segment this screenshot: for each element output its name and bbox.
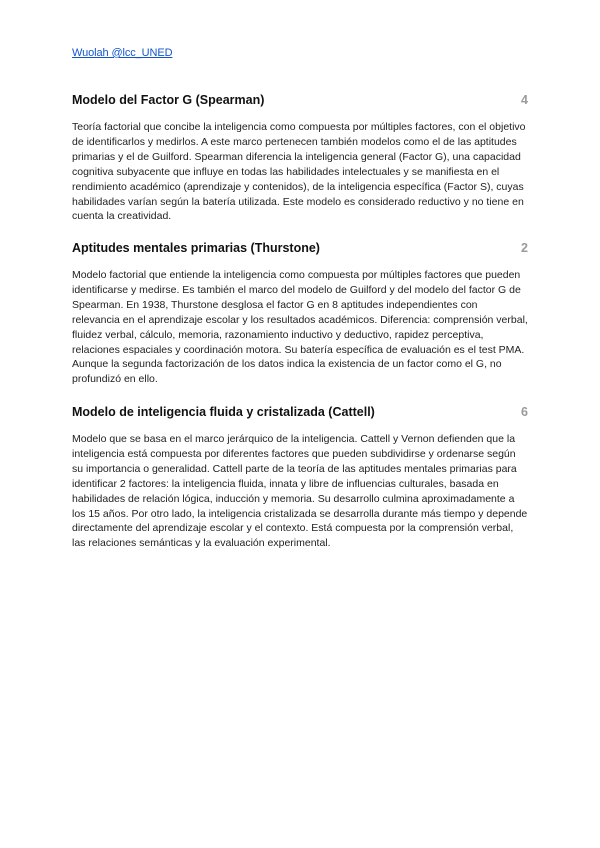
section-title: Aptitudes mentales primarias (Thurstone)	[72, 241, 320, 255]
section-header	[72, 241, 528, 257]
section-header	[72, 405, 528, 421]
header-link[interactable]: Wuolah @lcc_UNED	[72, 47, 173, 59]
section-body: Modelo que se basa en el marco jerárquico de la inteligencia. Cattell y Vernon defienden que la inteligencia está compuesta por diferentes factores que pueden subdividirse y ordenarse según su importancia o generalidad. Cattell parte de la teoría de las aptitudes mentales primarias para identificar 2 factores: la inteligencia fluida, innata y libre de influencias culturales, basada en habilidades de relación lógica, inducción y memoria. Su desarrollo culmina aproximadamente a los 15 años. Por otro lado, la inteligencia cristalizada se desarrolla durante más tiempo y depende directamente del aprendizaje escolar y el contexto. Está compuesta por la comprensión verbal, las relaciones semánticas y la evaluación experimental.	[72, 433, 528, 550]
section-title: Modelo del Factor G (Spearman)	[72, 93, 265, 107]
section-header	[72, 93, 528, 109]
section-body: Modelo factorial que entiende la inteligencia como compuesta por múltiples factores que pueden identificarse y medirse. Es también el marco del modelo de Guilford y del modelo del factor G de Spearman. En 1938, Thurstone desglosa el factor G en 8 aptitudes independientes con relevancia en el aprendizaje escolar y los resultados académicos. Diferencia: comprensión verbal, fluidez verbal, cálculo, memoria, razonamiento inductivo y deductivo, rapidez perceptiva, relaciones espaciales y coordinación motora. Su batería específica de evaluación es el test PMA. Aunque la segunda factorización de los datos indica la existencia de un factor como el G, no profundizó en ello.	[72, 269, 528, 386]
section-number: 6	[521, 405, 528, 419]
section-spearman	[72, 93, 528, 224]
section-number: 2	[521, 241, 528, 255]
section-title: Modelo de inteligencia fluida y cristalizada (Cattell)	[72, 405, 375, 419]
section-cattell	[72, 405, 528, 551]
section-body: Teoría factorial que concibe la inteligencia como compuesta por múltiples factores, con el objetivo de identificarlos y medirlos. A este marco pertenecen también modelos como el de las aptitudes primarias y el de Guilford. Spearman diferencia la inteligencia general (Factor G), una capacidad cognitiva subyacente que influye en todas las habilidades intelectuales y se manifiesta en el rendimiento académico (aprendizaje y contenidos), de la inteligencia específica (Factor S), cuyas habilidades varían según la batería utilizada. Este modelo es considerado reductivo y no tiene en cuenta la creatividad.	[72, 121, 526, 223]
section-number: 4	[521, 93, 528, 107]
section-thurstone	[72, 241, 528, 387]
